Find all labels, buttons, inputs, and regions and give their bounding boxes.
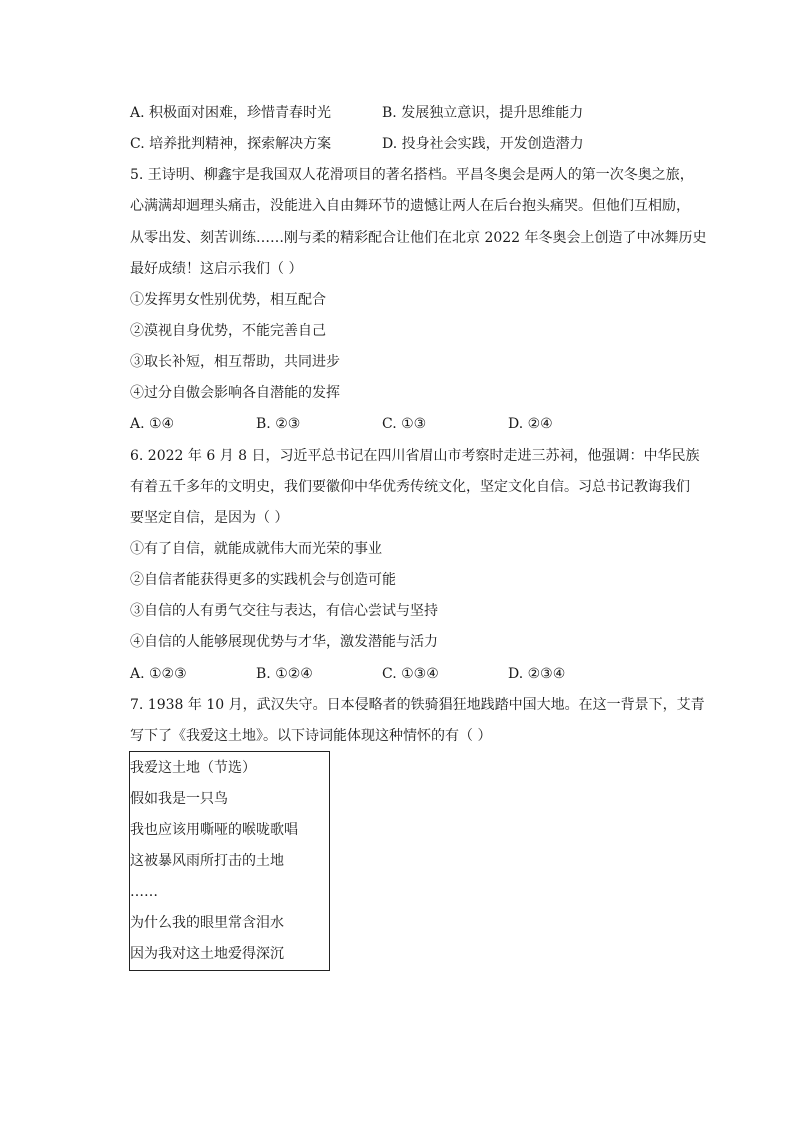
q4-option-b: B. 发展独立意识，提升思维能力 <box>382 105 584 121</box>
q4-option-a: A. 积极面对困难，珍惜青春时光 <box>130 105 332 121</box>
q5-option-b: B. ②③ <box>256 416 301 432</box>
poem-box <box>129 751 330 971</box>
q5-item: ④过分自傲会影响各自潜能的发挥 <box>130 385 340 401</box>
q6-option-d: D. ②③④ <box>508 666 566 682</box>
q5-stem-line: 最好成绩！这启示我们（ ） <box>130 261 303 277</box>
q6-option-a: A. ①②③ <box>130 666 187 682</box>
q6-item: ④自信的人能够展现优势与才华，激发潜能与活力 <box>130 634 438 650</box>
q6-option-c: C. ①③④ <box>382 666 439 682</box>
poem-line: 我也应该用嘶哑的喉咙歌唱 <box>130 822 298 838</box>
q7-stem-line: 7. 1938 年 10 月，武汉失守。日本侵略者的铁骑猖狂地践踏中国大地。在这一背景下，艾青 <box>130 697 705 713</box>
q4-option-d: D. 投身社会实践，开发创造潜力 <box>382 136 584 152</box>
q6-stem-line: 要坚定自信，是因为（ ） <box>130 510 289 526</box>
q7-stem-line: 写下了《我爱这土地》。以下诗词能体现这种情怀的有（ ） <box>130 728 492 744</box>
q4-option-c: C. 培养批判精神，探索解决方案 <box>130 136 332 152</box>
q5-option-a: A. ①④ <box>130 416 175 432</box>
poem-title: 我爱这土地（节选） <box>130 760 256 776</box>
q6-option-b: B. ①②④ <box>256 666 313 682</box>
q5-option-c: C. ①③ <box>382 416 427 432</box>
poem-line: 为什么我的眼里常含泪水 <box>130 915 284 931</box>
q6-stem-line: 有着五千多年的文明史，我们要徽仰中华优秀传统文化，坚定文化自信。习总书记教诲我们 <box>130 479 690 495</box>
q6-item: ②自信者能获得更多的实践机会与创造可能 <box>130 572 396 588</box>
q6-stem-line: 6. 2022 年 6 月 8 日，习近平总书记在四川省眉山市考察时走进三苏祠，他强调：中华民族 <box>130 448 700 464</box>
q6-item: ③自信的人有勇气交往与表达，有信心尝试与坚持 <box>130 603 438 619</box>
poem-line: 假如我是一只鸟 <box>130 791 228 807</box>
q6-item: ①有了自信，就能成就伟大而光荣的事业 <box>130 541 382 557</box>
q5-item: ②漠视自身优势，不能完善自己 <box>130 323 326 339</box>
q5-item: ①发挥男女性别优势，相互配合 <box>130 292 326 308</box>
q5-option-d: D. ②④ <box>508 416 553 432</box>
poem-line: 这被暴风雨所打击的土地 <box>130 853 284 869</box>
q5-stem-line: 从零出发、刻苦训练……刚与柔的精彩配合让他们在北京 2022 年冬奥会上创造了中冰舞历史 <box>130 230 707 246</box>
poem-line: 因为我对这土地爱得深沉 <box>130 946 284 962</box>
poem-ellipsis: …… <box>130 884 158 900</box>
q5-stem-line: 5. 王诗明、柳鑫宇是我国双人花滑项目的著名搭档。平昌冬奥会是两人的第一次冬奥之旅， <box>130 167 694 183</box>
q5-stem-line: 心满满却迴理头痛击，没能进入自由舞环节的遗憾让两人在后台抱头痛哭。但他们互相励， <box>130 198 690 214</box>
q5-item: ③取长补短，相互帮助，共同进步 <box>130 354 340 370</box>
